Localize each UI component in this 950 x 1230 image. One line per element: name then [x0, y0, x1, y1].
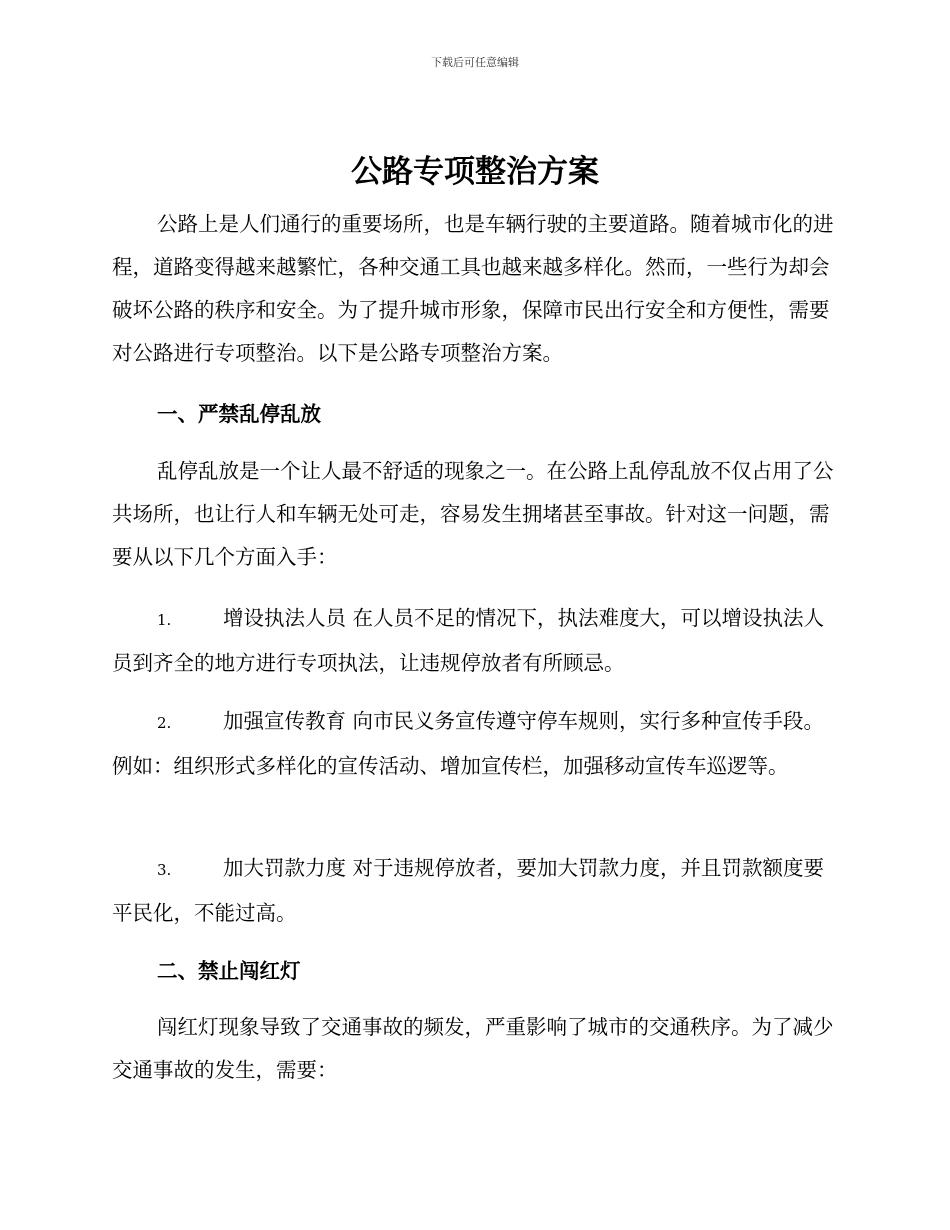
list-number: 3. — [157, 861, 172, 879]
intro-paragraph: 公路上是人们通行的重要场所，也是车辆行驶的主要道路。随着城市化的进程，道路变得越来越繁忙，各种交通工具也越来越多样化。然而，一些行为却会破坏公路的秩序和安全。为了提升城市形象，保障市民出行安全和方便性，需要对公路进行专项整治。以下是公路专项整治方案。 — [112, 212, 834, 365]
list-item — [112, 847, 838, 935]
list-number: 2. — [157, 714, 172, 732]
list-item — [112, 700, 838, 788]
section1-heading: 一、严禁乱停乱放 — [157, 402, 321, 426]
list-item — [112, 597, 838, 685]
section1-heading-block — [112, 393, 838, 436]
list-item-1-block — [112, 597, 838, 685]
list-number: 1. — [157, 611, 172, 629]
section2-body-block — [112, 1006, 838, 1092]
section2-paragraph: 闯红灯现象导致了交通事故的频发，严重影响了城市的交通秩序。为了减少交通事故的发生，需要： — [112, 1015, 834, 1082]
section1-body-block — [112, 450, 838, 579]
header-note: 下载后可任意编辑 — [431, 56, 519, 69]
section2-heading-block — [112, 950, 838, 993]
list-text: 增设执法人员 在人员不足的情况下，执法难度大，可以增设执法人员到齐全的地方进行专项执法，让违规停放者有所顾忌。 — [112, 606, 825, 675]
section1-paragraph: 乱停乱放是一个让人最不舒适的现象之一。在公路上乱停乱放不仅占用了公共场所，也让行人和车辆无处可走，容易发生拥堵甚至事故。针对这一问题，需要从以下几个方面入手： — [112, 459, 834, 569]
list-text: 加大罚款力度 对于违规停放者，要加大罚款力度，并且罚款额度要平民化，不能过高。 — [112, 856, 825, 925]
list-item-2-block — [112, 700, 838, 788]
intro-block — [112, 203, 838, 375]
list-text: 加强宣传教育 向市民义务宣传遵守停车规则，实行多种宣传手段。例如：组织形式多样化的宣传活动、增加宣传栏，加强移动宣传车巡逻等。 — [112, 709, 825, 778]
list-item-3-block — [112, 847, 838, 935]
document-title: 公路专项整治方案 — [351, 154, 599, 190]
section2-heading: 二、禁止闯红灯 — [157, 959, 301, 983]
